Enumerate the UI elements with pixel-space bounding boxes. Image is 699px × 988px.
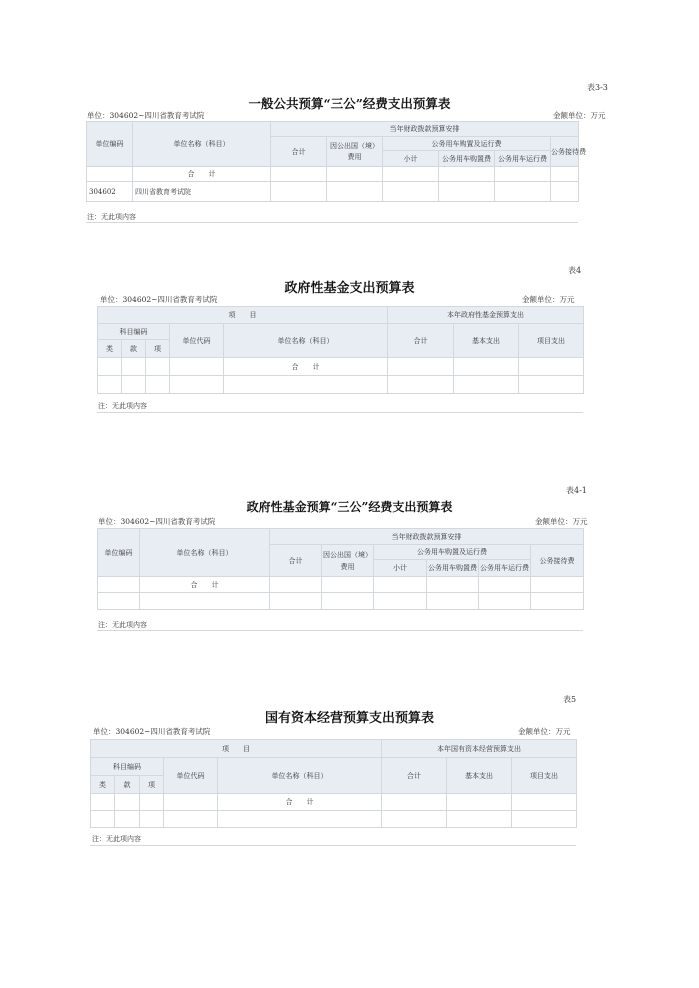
table-title: 国有资本经营预算支出预算表 [264, 711, 434, 726]
header-arrangement: 当年财政拨款预算安排 [270, 529, 584, 545]
header-abroad: 因公出国（境）费用 [322, 545, 374, 577]
state-capital-table [90, 739, 577, 828]
header-vehicle: 公务用车购置及运行费 [374, 545, 531, 560]
table-note: 注：无此项内容 [98, 402, 147, 410]
header-xiang: 项 [140, 776, 164, 794]
header-total: 合计 [271, 137, 327, 167]
header-vehicle: 公务用车购置及运行费 [383, 137, 551, 151]
header-unit-name: 单位名称（科目） [133, 122, 271, 167]
header-arrangement: 当年财政拨款预算安排 [271, 122, 579, 137]
header-class: 类 [98, 340, 122, 358]
header-xiang: 项 [146, 340, 170, 358]
header-unit-name: 单位名称（科目） [224, 324, 388, 358]
header-item: 项 目 [91, 740, 382, 758]
header-reception: 公务接待费 [551, 137, 579, 167]
amount-unit-label: 金额单位：万元 [522, 295, 575, 304]
table-title: 政府性基金预算“三公”经费支出预算表 [246, 500, 453, 514]
unit-label: 单位：304602~四川省教育考试院 [98, 517, 216, 526]
unit-label: 单位：304602~四川省教育考试院 [93, 727, 211, 736]
header-unit-name: 单位名称（科目） [218, 758, 382, 794]
header-abroad: 因公出国（境）费用 [327, 137, 383, 167]
header-subtotal: 小计 [374, 560, 427, 577]
header-unit-code: 单位代码 [164, 758, 218, 794]
header-total: 合计 [388, 324, 454, 358]
header-unit-name: 单位名称（科目） [140, 529, 270, 577]
table-tag: 表3-3 [587, 83, 608, 92]
header-subtotal: 小计 [383, 151, 439, 167]
header-basic: 基本支出 [447, 758, 512, 794]
divider [90, 845, 576, 846]
header-unit-code: 单位代码 [170, 324, 224, 358]
header-purchase: 公务用车购置费 [439, 151, 495, 167]
unit-label: 单位：304602~四川省教育考试院 [100, 295, 218, 304]
header-operation: 公务用车运行费 [479, 560, 531, 577]
header-operation: 公务用车运行费 [495, 151, 551, 167]
header-basic: 基本支出 [454, 324, 519, 358]
header-current: 本年国有资本经营预算支出 [382, 740, 577, 758]
table-title: 一般公共预算“三公”经费支出预算表 [248, 96, 451, 111]
amount-unit-label: 金额单位：万元 [518, 727, 571, 736]
header-project: 项目支出 [512, 758, 577, 794]
amount-unit-label: 金额单位：万元 [553, 111, 606, 120]
table-tag: 表4-1 [566, 486, 587, 495]
header-total: 合计 [382, 758, 447, 794]
table-tag: 表5 [563, 695, 577, 704]
table-note: 注：无此项内容 [98, 621, 147, 629]
total-label: 合 计 [140, 577, 270, 593]
header-total: 合计 [270, 545, 322, 577]
table-note: 注：无此项内容 [87, 213, 136, 221]
amount-unit-label: 金额单位：万元 [535, 517, 588, 526]
header-subject-code: 科目编码 [98, 324, 170, 340]
row-unit-code: 304602 [87, 182, 133, 202]
header-project: 项目支出 [519, 324, 584, 358]
header-class: 类 [91, 776, 115, 794]
header-purchase: 公务用车购置费 [427, 560, 479, 577]
table-title: 政府性基金支出预算表 [284, 281, 415, 296]
header-item: 项 目 [98, 307, 388, 324]
table-note: 注：无此项内容 [92, 835, 141, 843]
header-kuan: 款 [122, 340, 146, 358]
unit-label: 单位：304602~四川省教育考试院 [87, 111, 205, 120]
header-unit-code: 单位编码 [87, 122, 133, 167]
total-label: 合 计 [133, 167, 271, 182]
table-row [91, 811, 577, 828]
total-row [91, 794, 577, 811]
total-label: 合 计 [218, 794, 382, 811]
table-tag: 表4 [568, 266, 582, 275]
row-unit-name: 四川省教育考试院 [133, 182, 271, 202]
total-label: 合 计 [224, 358, 388, 376]
header-unit-code: 单位编码 [98, 529, 140, 577]
header-reception: 公务接待费 [531, 545, 584, 577]
header-subject-code: 科目编码 [91, 758, 164, 776]
header-current: 本年政府性基金预算支出 [388, 307, 584, 324]
header-kuan: 款 [115, 776, 140, 794]
